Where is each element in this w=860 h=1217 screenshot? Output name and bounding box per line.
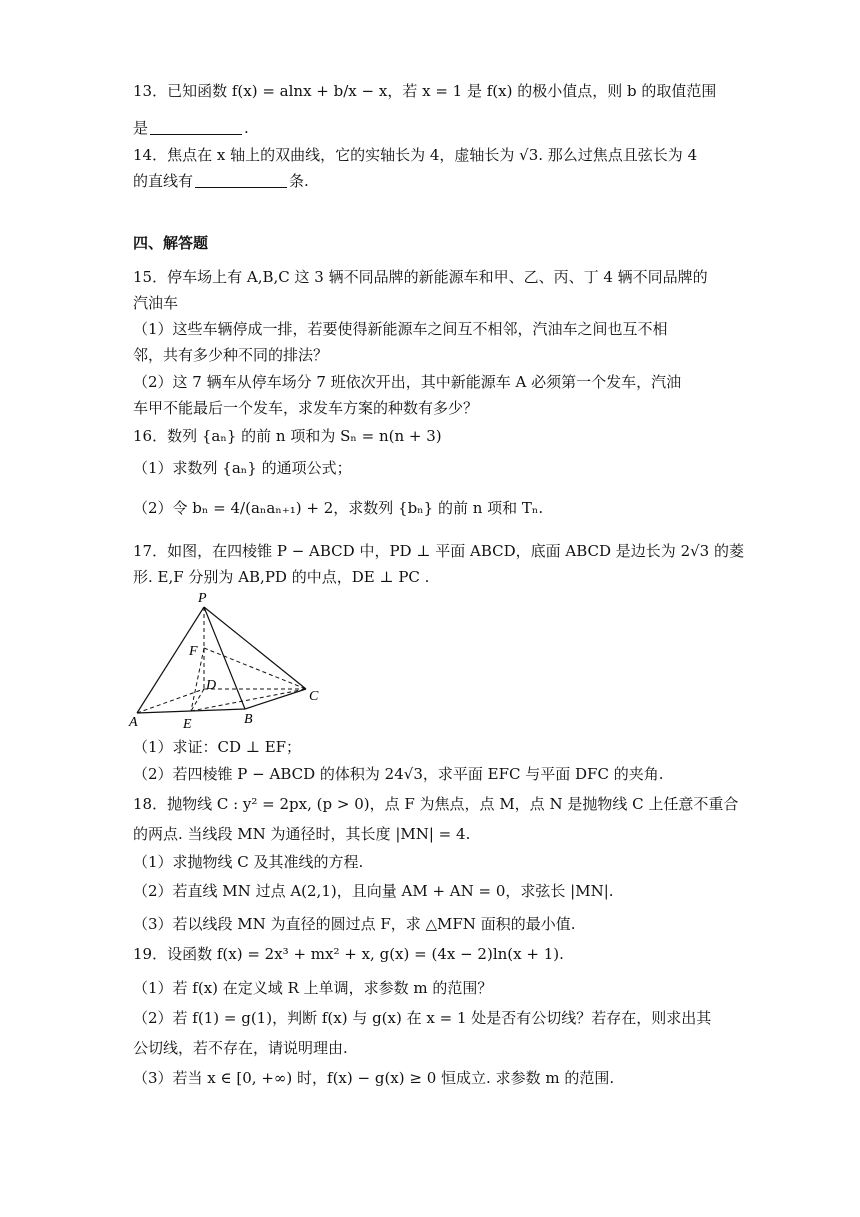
q19-part2-line2: 公切线，若不存在，请说明理由. xyxy=(133,1039,348,1057)
label-F: F xyxy=(189,644,198,659)
q14-line2-prefix: 的直线有 xyxy=(133,172,194,190)
q15-line2: 汽油车 xyxy=(133,294,179,312)
q15-part1-line2: 邻，共有多少种不同的排法？ xyxy=(133,346,329,364)
label-E: E xyxy=(183,717,192,730)
q13-line2 xyxy=(133,117,750,139)
q15-part1-line1: （1）这些车辆停成一排，若要使得新能源车之间互不相邻，汽油车之间也互不相 xyxy=(133,320,668,338)
section-title: 四、解答题 xyxy=(133,234,209,252)
q15-part2-line1: （2）这 7 辆车从停车场分 7 班依次开出，其中新能源车 A 必须第一个发车，汽油 xyxy=(133,373,682,391)
q19-part3: （3）若当 x ∈ [0, +∞) 时，f(x) − g(x) ≥ 0 恒成立. 求参数 m 的范围. xyxy=(133,1069,615,1087)
q16-part2: （2）令 bₙ = 4/(aₙaₙ₊₁) + 2，求数列 {bₙ} 的前 n 项和 Tₙ. xyxy=(133,499,544,517)
label-D: D xyxy=(206,678,217,693)
q13-line1: 13．已知函数 f(x) = alnx + b/x − x，若 x = 1 是 f(x) 的极小值点，则 b 的取值范围 xyxy=(133,82,717,100)
edge-PC xyxy=(204,607,306,689)
q14-line2-suffix: 条. xyxy=(289,172,309,190)
q17-line2: 形. E,F 分别为 AB,PD 的中点，DE ⊥ PC . xyxy=(133,568,430,586)
edge-FC xyxy=(204,648,306,689)
q13-line2-suffix: . xyxy=(244,119,249,137)
q13-answer-blank xyxy=(150,120,242,135)
q18-line2: 的两点. 当线段 MN 为通径时，其长度 |MN| = 4. xyxy=(133,825,471,843)
q14-line1: 14．焦点在 x 轴上的双曲线，它的实轴长为 4，虚轴长为 √3. 那么过焦点且弦长为 4 xyxy=(133,146,698,164)
q14-answer-blank xyxy=(195,173,287,188)
label-A: A xyxy=(129,715,138,730)
q18-part3: （3）若以线段 MN 为直径的圆过点 F，求 △MFN 面积的最小值. xyxy=(133,915,576,933)
label-B: B xyxy=(244,712,253,727)
q17-part2: （2）若四棱锥 P − ABCD 的体积为 24√3，求平面 EFC 与平面 DFC 的夹角. xyxy=(133,765,664,783)
edge-DE xyxy=(191,689,204,711)
pyramid-figure xyxy=(125,588,335,730)
q16-part1: （1）求数列 {aₙ} 的通项公式； xyxy=(133,459,352,477)
q17-line1: 17．如图，在四棱锥 P − ABCD 中，PD ⊥ 平面 ABCD，底面 ABCD 是边长为 2√3 的菱 xyxy=(133,542,744,560)
q18-part2: （2）若直线 MN 过点 A(2,1)，且向量 AM + AN = 0，求弦长 |MN|. xyxy=(133,882,614,900)
q15-part2-line2: 车甲不能最后一个发车，求发车方案的种数有多少？ xyxy=(133,399,479,417)
q18-line1: 18．抛物线 C : y² = 2px, (p > 0)，点 F 为焦点，点 M，点 N 是抛物线 C 上任意不重合 xyxy=(133,795,739,813)
label-C: C xyxy=(309,689,319,704)
q19-part1: （1）若 f(x) 在定义域 R 上单调，求参数 m 的范围？ xyxy=(133,979,493,997)
q15-line1: 15．停车场上有 A,B,C 这 3 辆不同品牌的新能源车和甲、乙、丙、丁 4 辆不同品牌的 xyxy=(133,268,708,286)
q18-part1: （1）求抛物线 C 及其准线的方程. xyxy=(133,853,364,871)
edge-AD xyxy=(137,689,204,713)
q13-line2-prefix: 是 xyxy=(133,119,149,137)
q14-line2 xyxy=(133,170,750,192)
q16-line1: 16．数列 {aₙ} 的前 n 项和为 Sₙ = n(n + 3) xyxy=(133,427,442,445)
label-P: P xyxy=(198,591,207,606)
edge-PB xyxy=(204,607,245,709)
q19-part2-line1: （2）若 f(1) = g(1)，判断 f(x) 与 g(x) 在 x = 1 处是否有公切线？若存在，则求出其 xyxy=(133,1009,712,1027)
q19-line1: 19．设函数 f(x) = 2x³ + mx² + x, g(x) = (4x − 2)ln(x + 1). xyxy=(133,945,564,963)
q17-part1: （1）求证：CD ⊥ EF； xyxy=(133,738,302,756)
